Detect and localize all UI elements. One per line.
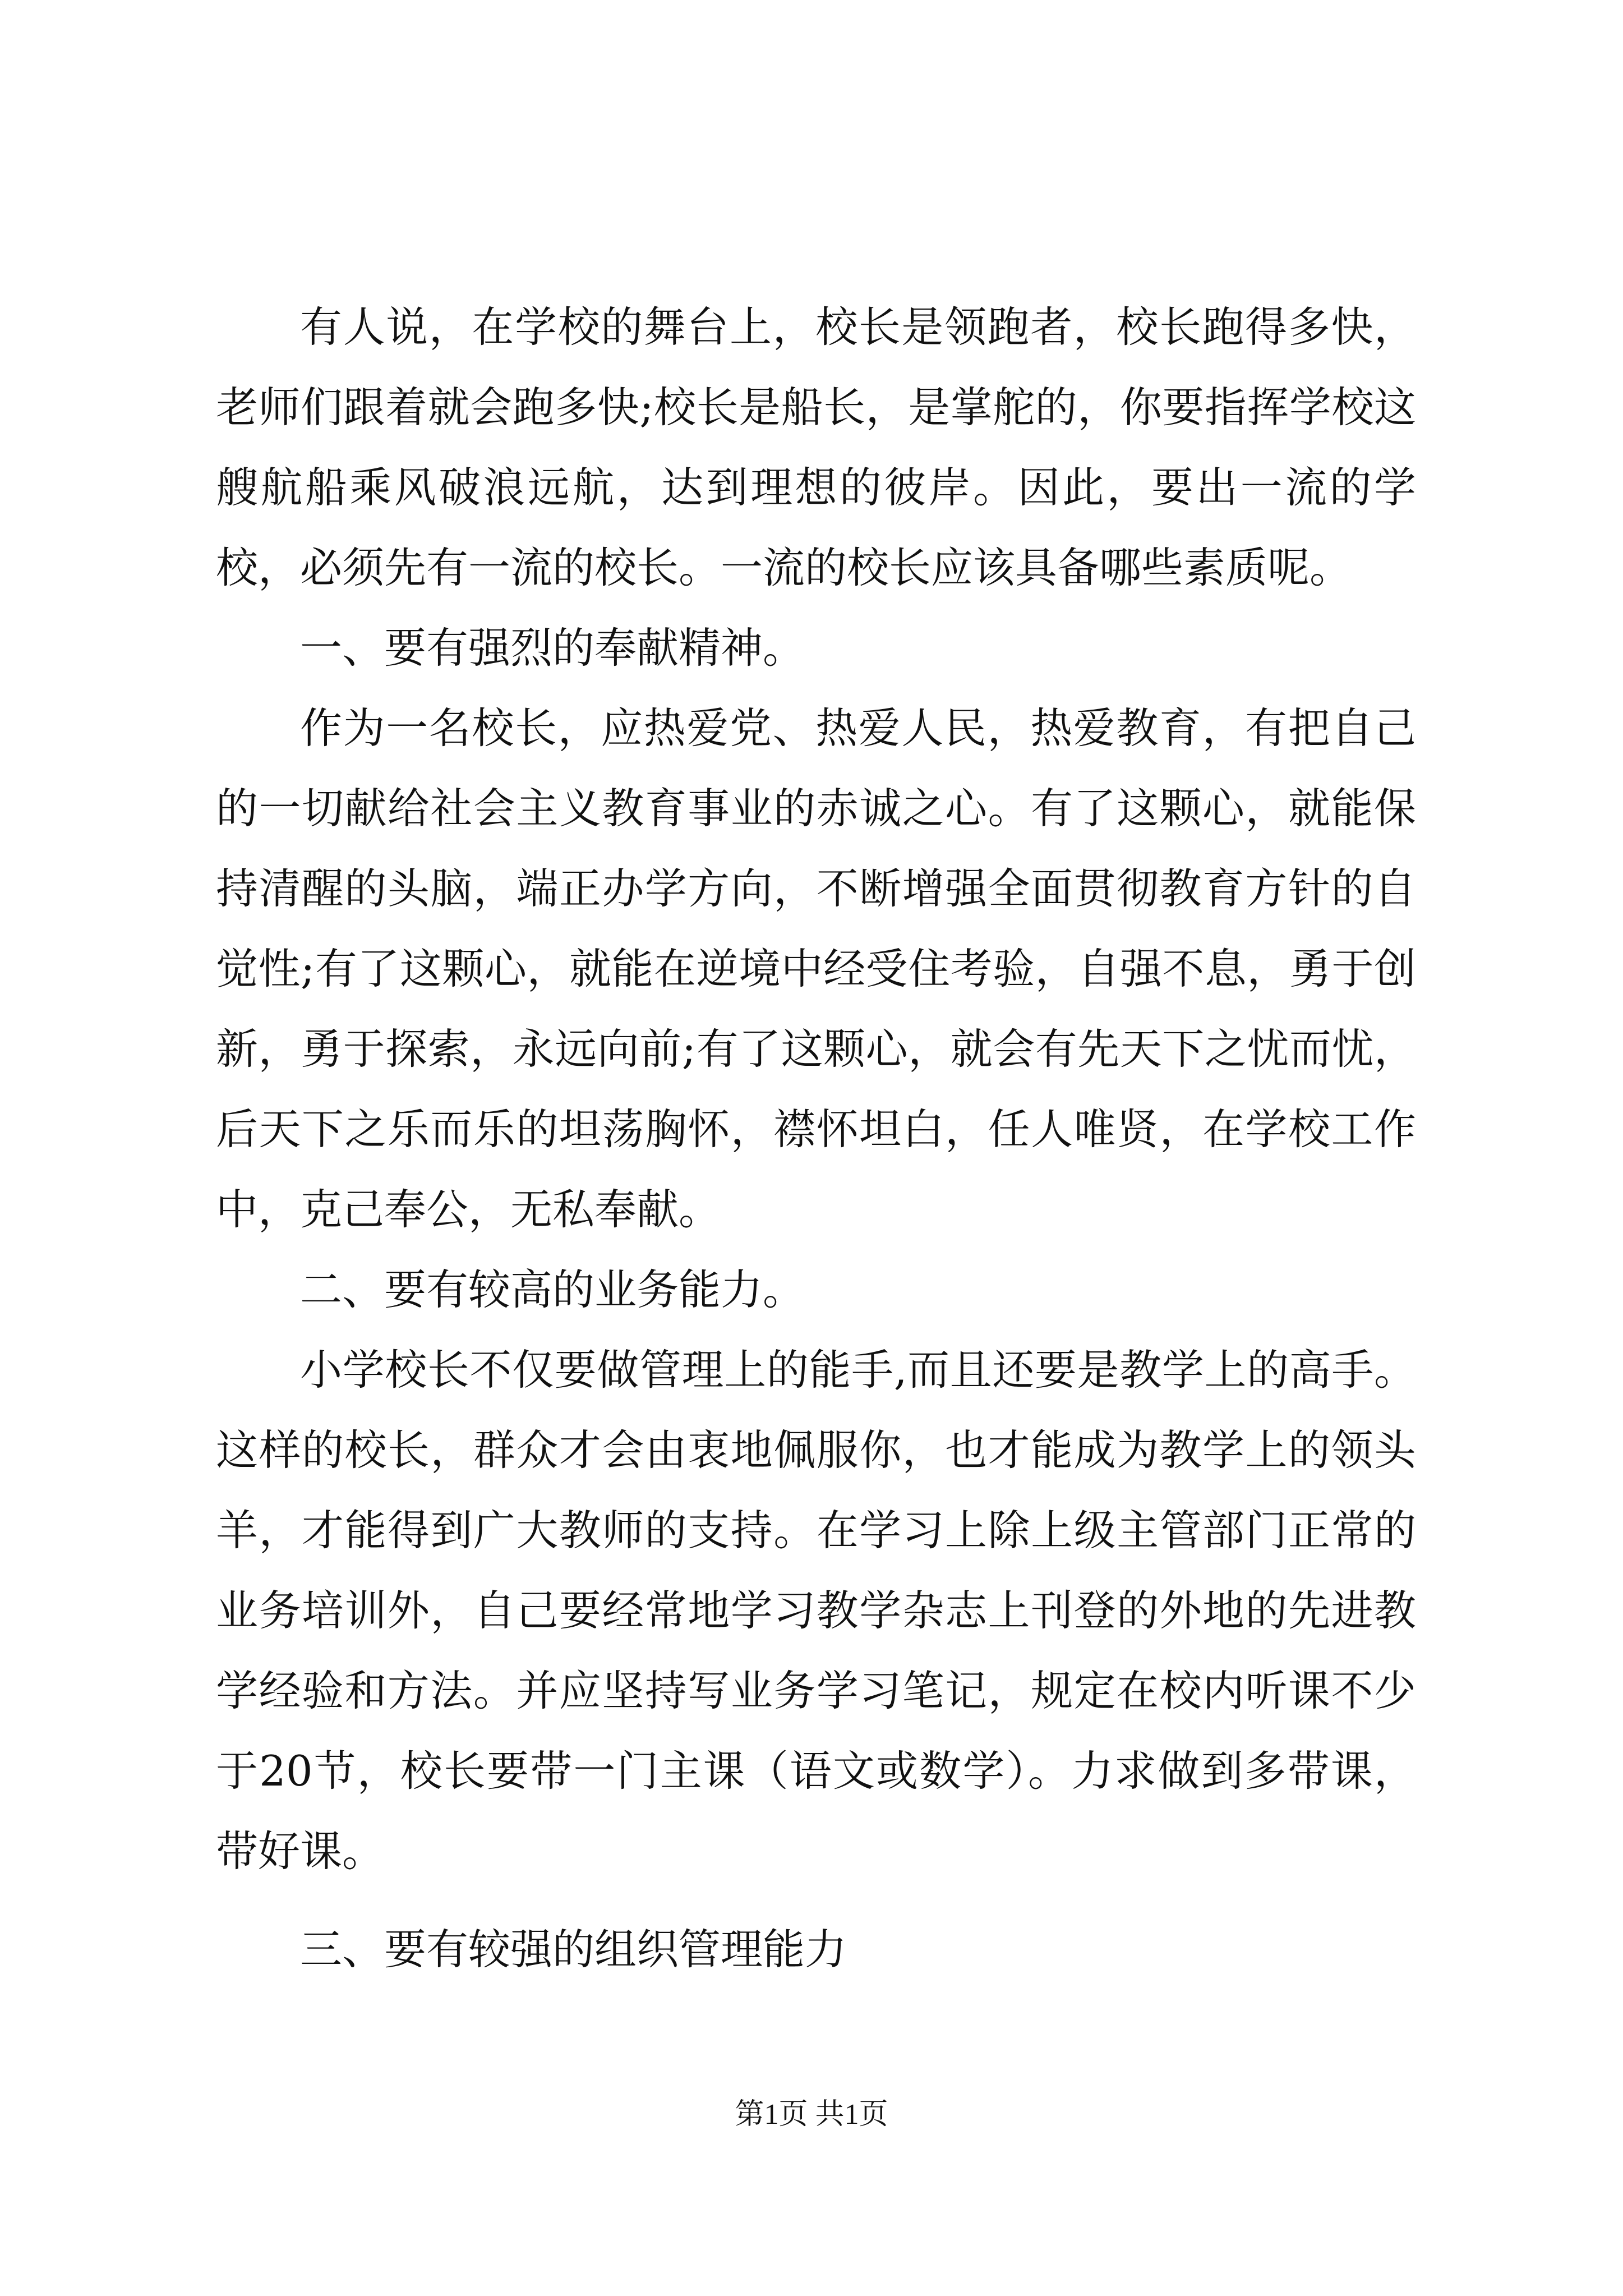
document-body bbox=[216, 287, 1416, 1990]
intro-paragraph: 有人说，在学校的舞台上，校长是领跑者，校长跑得多快，老师们跟着就会跑多快;校长是船长，是掌舵的，你要指挥学校这艘航船乘风破浪远航，达到理想的彼岸。因此，要出一流的学校，必须先有一流的校长。一流的校长应该具备哪些素质呢。 bbox=[216, 302, 1416, 592]
section-1-paragraph: 作为一名校长，应热爱党、热爱人民，热爱教育，有把自己的一切献给社会主义教育事业的赤诚之心。有了这颗心，就能保持清醒的头脑，端正办学方向，不断增强全面贯彻教育方针的自觉性;有了这颗心，就能在逆境中经受住考验，自强不息，勇于创新，勇于探索，永远向前;有了这颗心，就会有先天下之忧而忧，后天下之乐而乐的坦荡胸怀，襟怀坦白，任人唯贤，在学校工作中，克己奉公，无私奉献。 bbox=[216, 703, 1416, 1234]
section-heading-2: 二、要有较高的业务能力。 bbox=[300, 1265, 805, 1314]
page-number-footer: 第1页 共1页 bbox=[735, 2099, 888, 2131]
section-heading-1: 一、要有强烈的奉献精神。 bbox=[300, 623, 805, 673]
section-2-paragraph: 小学校长不仅要做管理上的能手,而且还要是教学上的高手。这样的校长，群众才会由衷地佩服你，也才能成为教学上的领头羊，才能得到广大教师的支持。在学习上除上级主管部门正常的业务培训外，自己要经常地学习教学杂志上刊登的外地的先进教学经验和方法。并应坚持写业务学习笔记，规定在校内听课不少于20节，校长要带一门主课（语文或数学）。力求做到多带课，带好课。 bbox=[216, 1345, 1416, 1876]
section-heading-3: 三、要有较强的组织管理能力 bbox=[300, 1925, 847, 1974]
